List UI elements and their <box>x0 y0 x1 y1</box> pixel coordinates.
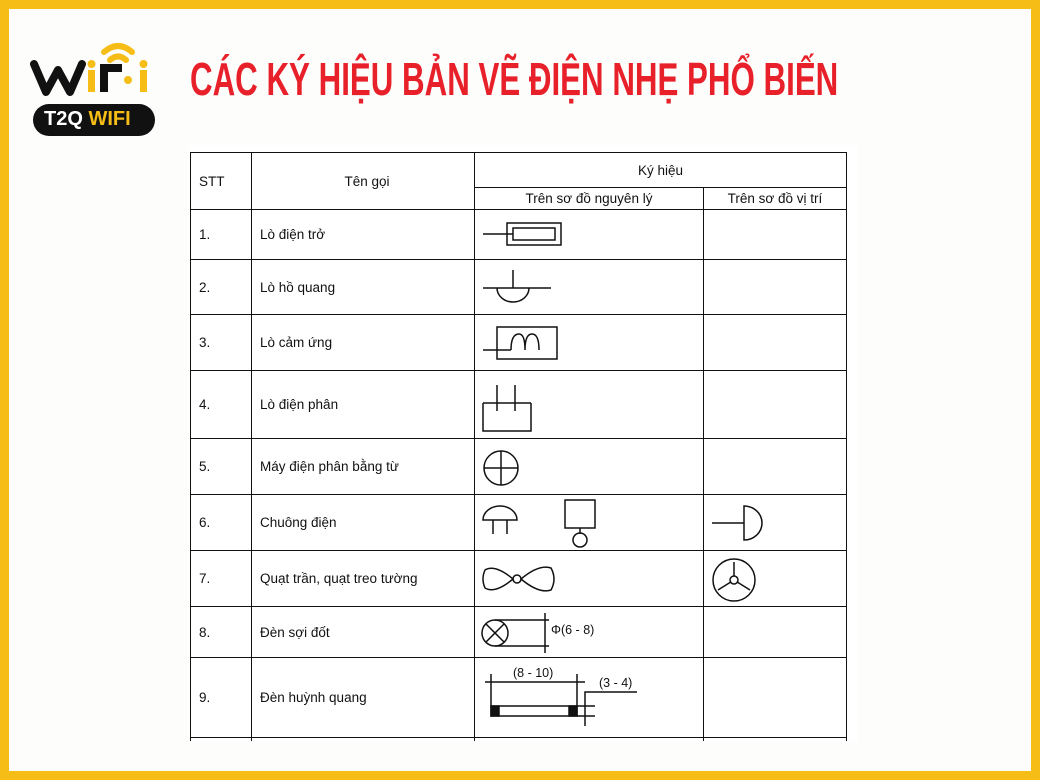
row-stt: 4. <box>191 371 252 439</box>
induction-furnace-icon <box>475 318 703 368</box>
electric-bell-icon <box>475 496 703 550</box>
symbol-table-image <box>188 145 858 741</box>
electric-bell-position-icon <box>704 496 846 550</box>
ceiling-fan-icon <box>475 554 703 604</box>
header-position: Trên sơ đồ vị trí <box>704 188 847 210</box>
lamp-diameter-label: Φ(6 - 8) <box>551 623 595 637</box>
row-stt: 7. <box>191 551 252 607</box>
logo-badge-right: WIFI <box>88 108 131 130</box>
magnetic-electrolyzer-icon <box>475 442 703 492</box>
wall-fan-position-icon <box>704 554 846 604</box>
symbol-table <box>190 152 847 741</box>
row-name: Máy điện phân bằng từ <box>252 439 475 495</box>
table-row <box>191 371 847 439</box>
logo-badge-left: T2Q <box>44 108 83 130</box>
table-row <box>191 551 847 607</box>
row-name: Lò điện trở <box>252 210 475 260</box>
lamp-length-label: (8 - 10) <box>513 666 554 680</box>
row-stt: 6. <box>191 495 252 551</box>
row-name: Lò hồ quang <box>252 260 475 315</box>
table-row <box>191 439 847 495</box>
row-stt: 5. <box>191 439 252 495</box>
row-name: Chuông điện <box>252 495 475 551</box>
row-stt: 9. <box>191 658 252 738</box>
table-row <box>191 495 847 551</box>
resistance-furnace-icon <box>475 215 703 255</box>
row-stt: 8. <box>191 607 252 658</box>
row-name: Đèn huỳnh quang <box>252 658 475 738</box>
table-row <box>191 658 847 738</box>
row-name: Quạt trần, quạt treo tường <box>252 551 475 607</box>
table-row <box>191 210 847 260</box>
arc-furnace-icon <box>475 262 703 312</box>
row-name: Lò điện phân <box>252 371 475 439</box>
electrolytic-furnace-icon <box>475 375 703 435</box>
row-stt: 3. <box>191 315 252 371</box>
table-row <box>191 260 847 315</box>
table-row <box>191 607 847 658</box>
table-row <box>191 315 847 371</box>
lamp-width-label: (3 - 4) <box>599 676 633 690</box>
row-name: Lò cảm ứng <box>252 315 475 371</box>
header-name: Tên gọi <box>252 153 475 210</box>
row-stt: 2. <box>191 260 252 315</box>
page-title: CÁC KÝ HIỆU BẢN VẼ ĐIỆN NHẸ PHỔ BIẾN <box>190 53 839 105</box>
fluorescent-lamp-icon <box>475 658 703 737</box>
header-stt: STT <box>191 153 252 210</box>
header-symbol: Ký hiệu <box>475 153 847 188</box>
header-principle: Trên sơ đồ nguyên lý <box>475 188 704 210</box>
row-name: Đèn sợi đốt <box>252 607 475 658</box>
row-stt: 1. <box>191 210 252 260</box>
t2q-wifi-logo <box>30 38 158 138</box>
